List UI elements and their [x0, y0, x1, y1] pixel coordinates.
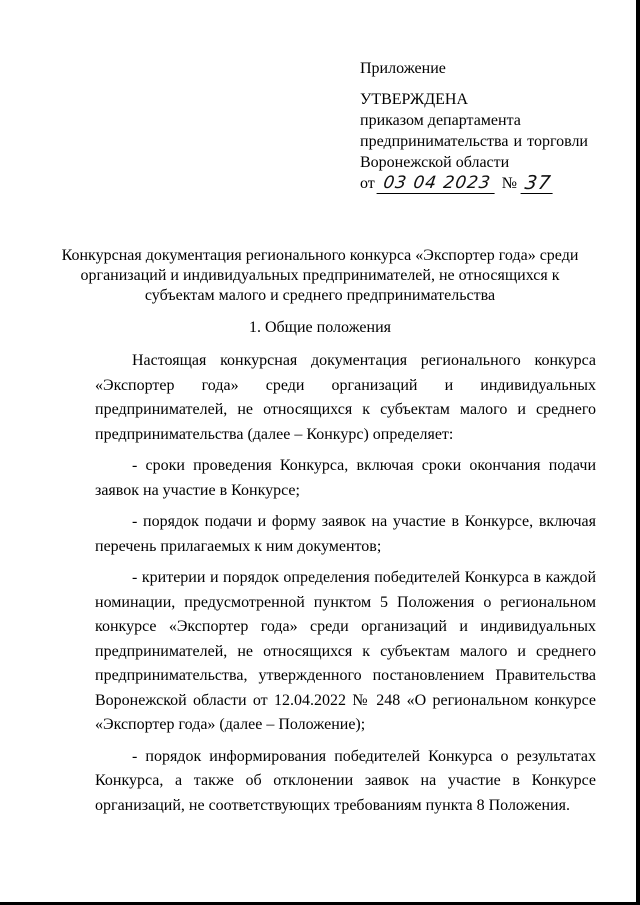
scan-border-right	[636, 0, 640, 905]
approval-date-line	[360, 173, 630, 194]
paragraph: - порядок информирования победителей Конкурса о результатах Конкурса, а также об отклонении заявок на участие в Конкурсе организаций, не соответствующих требованиям пункта 8 Положения.	[95, 747, 596, 814]
approval-word: и	[513, 133, 523, 150]
approval-word: торговли	[527, 133, 588, 150]
approved-label: УТВЕРЖДЕНА	[360, 91, 469, 108]
handwritten-number: 37	[521, 173, 556, 194]
paragraph: Настоящая конкурсная документация регионального конкурса «Экспортер года» среди организаций и индивидуальных предпринимателей, не относящихся к субъектам малого и среднего предпринимательства (далее – Конкурс) определяет:	[95, 352, 596, 443]
number-sign: №	[501, 175, 518, 192]
paragraph: - критерии и порядок определения победителей Конкурса в каждой номинации, предусмотренной пунктом 5 Положения о региональном конкурсе «Экспортер года» среди организаций и индивидуальных предпринимателей, не относящихся к субъектам малого и среднего предпринимательства, утвержденного постановлением Правительства Воронежской области от 12.04.2022 № 248 «О региональном конкурсе «Экспортер года» (далее – Положение);	[95, 569, 596, 733]
paragraph: - сроки проведения Конкурса, включая сроки окончания подачи заявок на участие в Конкурсе;	[95, 457, 596, 499]
approval-order-line: приказом департамента	[360, 112, 521, 129]
approval-word: предпринимательства	[360, 133, 509, 150]
document-body	[95, 349, 596, 818]
section-heading: 1. Общие положения	[248, 319, 392, 336]
document-title: Конкурсная документация регионального конкурса «Экспортер года» среди организаций и индивидуальных предпринимателей, не относящихся к субъектам малого и среднего предпринимательства	[61, 247, 579, 304]
paragraph: - порядок подачи и форму заявок на участие в Конкурсе, включая перечень прилагаемых к ним документов;	[95, 513, 596, 555]
approval-block	[360, 58, 630, 194]
date-prefix: от	[360, 175, 375, 192]
approval-region-line: Воронежской области	[360, 154, 510, 171]
appendix-label: Приложение	[360, 60, 446, 77]
handwritten-date: 03 04 2023	[376, 173, 497, 194]
approval-department-line	[360, 131, 588, 152]
